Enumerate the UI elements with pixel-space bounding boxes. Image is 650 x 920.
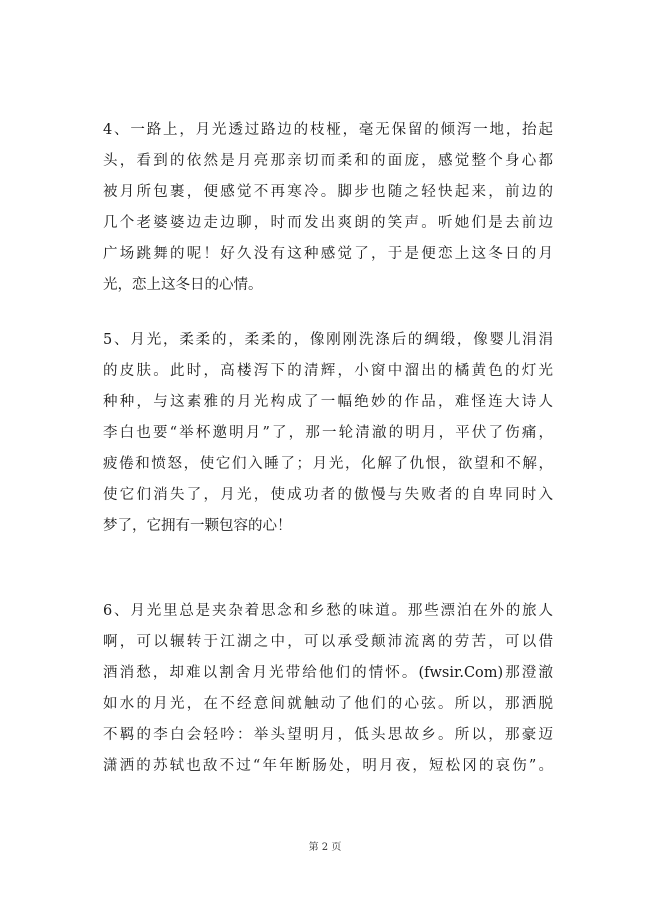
paragraph-line: 6、月光里总是夹杂着思念和乡愁的味道。那些漂泊在外的旅人 bbox=[103, 603, 553, 619]
paragraph-line: 几个老婆婆边走边聊，时而发出爽朗的笑声。听她们是去前边 bbox=[103, 215, 553, 231]
paragraph-line: 李白也要“举杯邀明月”了，那一轮清澈的明月，平伏了伤痛， bbox=[103, 425, 553, 441]
paragraph-line: 5、月光，柔柔的，柔柔的，像刚刚洗涤后的绸缎，像婴儿涓涓 bbox=[103, 332, 553, 348]
paragraph-line: 不羁的李白会轻吟：举头望明月，低头思故乡。所以，那豪迈 bbox=[103, 727, 553, 743]
paragraph-line: 使它们消失了，月光，使成功者的傲慢与失败者的自卑同时入 bbox=[103, 487, 553, 503]
paragraph-line: 光，恋上这冬日的心情。 bbox=[103, 277, 263, 293]
paragraph-line: 酒消愁，却难以割舍月光带给他们的情怀。(fwsir.Com)那澄澈 bbox=[103, 665, 553, 681]
page-number-footer: 第 2 页 bbox=[308, 842, 342, 853]
paragraph-line: 广场跳舞的呢！好久没有这种感觉了，于是便恋上这冬日的月 bbox=[103, 246, 553, 262]
paragraph-line: 潇洒的苏轼也敌不过“年年断肠处，明月夜，短松冈的哀伤”。 bbox=[103, 758, 553, 774]
paragraph-5 bbox=[103, 325, 553, 542]
paragraph-6 bbox=[103, 596, 553, 782]
paragraph-line: 梦了，它拥有一颗包容的心！ bbox=[103, 518, 292, 534]
paragraph-line: 种种，与这素雅的月光构成了一幅绝妙的作品，难怪连大诗人 bbox=[103, 394, 553, 410]
paragraph-line: 疲倦和愤怒，使它们入睡了；月光，化解了仇恨，欲望和不解， bbox=[103, 456, 553, 472]
paragraph-line: 啊，可以辗转于江湖之中，可以承受颠沛流离的劳苦，可以借 bbox=[103, 634, 553, 650]
paragraph-line: 的皮肤。此时，高楼泻下的清辉，小窗中溜出的橘黄色的灯光 bbox=[103, 363, 553, 379]
paragraph-line: 被月所包裹，便感觉不再寒冷。脚步也随之轻快起来，前边的 bbox=[103, 184, 553, 200]
paragraph-line: 头，看到的依然是月亮那亲切而柔和的面庞，感觉整个身心都 bbox=[103, 153, 553, 169]
paragraph-line: 4、一路上，月光透过路边的枝桠，毫无保留的倾泻一地，抬起 bbox=[103, 122, 553, 138]
paragraph-4 bbox=[103, 115, 553, 301]
paragraph-line: 如水的月光，在不经意间就触动了他们的心弦。所以，那洒脱 bbox=[103, 696, 553, 712]
